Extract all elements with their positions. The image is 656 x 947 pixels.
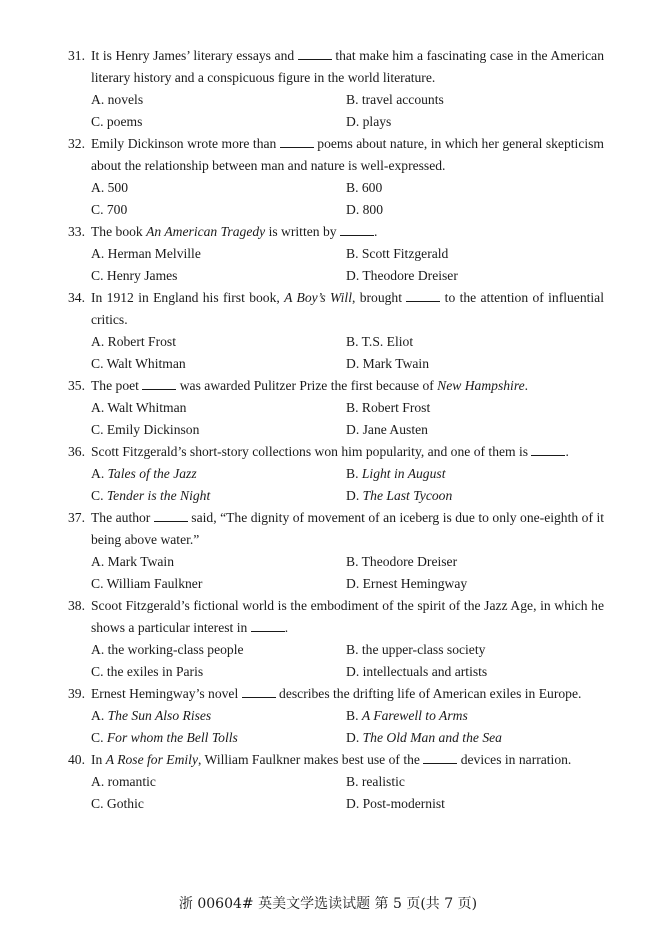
question-number: 37.: [68, 510, 85, 525]
option-text: Herman Melville: [107, 246, 201, 261]
option-text: Robert Frost: [361, 400, 431, 415]
options-grid: [68, 177, 604, 221]
question-number: 35.: [68, 378, 85, 393]
answer-blank: [280, 136, 314, 148]
option-text: Walt Whitman: [107, 400, 187, 415]
answer-blank: [423, 752, 457, 764]
option-text: The Sun Also Rises: [107, 708, 212, 723]
options-grid: [68, 771, 604, 815]
question: [68, 749, 604, 815]
option-text: T.S. Eliot: [361, 334, 414, 349]
page-footer: 浙 00604# 英美文学选读试题 第 5 页(共 7 页): [178, 896, 478, 912]
option-text: the exiles in Paris: [106, 664, 204, 679]
question: [68, 133, 604, 221]
question-number: 38.: [68, 598, 85, 613]
option-letter: A.: [91, 774, 108, 789]
option-a: [91, 89, 346, 111]
option-letter: C.: [91, 114, 107, 129]
answer-blank: [340, 224, 374, 236]
option-text: The Last Tycoon: [362, 488, 453, 503]
option-a: [91, 463, 346, 485]
option-c: [91, 485, 346, 507]
option-letter: A.: [91, 246, 108, 261]
question-stem: [68, 749, 604, 771]
option-letter: A.: [91, 554, 108, 569]
answer-blank: [142, 378, 176, 390]
question-stem: [68, 507, 604, 551]
option-text: A Farewell to Arms: [361, 708, 468, 723]
option-text: For whom the Bell Tolls: [106, 730, 238, 745]
option-letter: C.: [91, 356, 107, 371]
option-d: [346, 199, 604, 221]
option-letter: B.: [346, 774, 362, 789]
option-b: [346, 177, 604, 199]
option-text: Ernest Hemingway: [362, 576, 468, 591]
option-letter: C.: [91, 422, 107, 437]
option-text: 500: [107, 180, 129, 195]
options-grid: [68, 397, 604, 441]
option-letter: D.: [346, 114, 363, 129]
question-text: Ernest Hemingway’s novel describes the drifting life of American exiles in Europe.: [91, 686, 582, 701]
option-c: [91, 419, 346, 441]
question: [68, 221, 604, 287]
option-letter: D.: [346, 576, 363, 591]
option-d: [346, 485, 604, 507]
option-letter: B.: [346, 554, 362, 569]
question-stem: [68, 287, 604, 331]
option-letter: C.: [91, 664, 107, 679]
italic-title: An American Tragedy: [146, 224, 266, 239]
option-letter: A.: [91, 466, 108, 481]
question-stem: [68, 441, 604, 463]
question-number: 32.: [68, 136, 85, 151]
answer-blank: [242, 686, 276, 698]
option-letter: B.: [346, 92, 362, 107]
answer-blank: [154, 510, 188, 522]
option-d: [346, 727, 604, 749]
exam-page: [68, 45, 604, 815]
question-text: Emily Dickinson wrote more than poems about nature, in which her general skepticism about the relationship between man and nature is well-expressed.: [91, 136, 604, 173]
option-text: novels: [107, 92, 144, 107]
option-text: Henry James: [106, 268, 178, 283]
option-letter: D.: [346, 202, 363, 217]
option-a: [91, 177, 346, 199]
option-text: Scott Fitzgerald: [361, 246, 449, 261]
question: [68, 683, 604, 749]
option-letter: A.: [91, 180, 108, 195]
option-text: William Faulkner: [106, 576, 203, 591]
option-a: [91, 771, 346, 793]
option-b: [346, 705, 604, 727]
question-text: The book An American Tragedy is written by .: [91, 224, 378, 239]
question: [68, 441, 604, 507]
option-letter: B.: [346, 246, 362, 261]
option-letter: D.: [346, 664, 363, 679]
option-d: [346, 353, 604, 375]
options-grid: [68, 639, 604, 683]
question-text: Scott Fitzgerald’s short-story collections won him popularity, and one of them is .: [91, 444, 569, 459]
option-c: [91, 111, 346, 133]
option-a: [91, 639, 346, 661]
option-c: [91, 353, 346, 375]
option-b: [346, 551, 604, 573]
question-stem: [68, 133, 604, 177]
option-letter: A.: [91, 334, 108, 349]
option-text: realistic: [361, 774, 405, 789]
option-letter: A.: [91, 642, 108, 657]
option-b: [346, 463, 604, 485]
option-letter: D.: [346, 422, 363, 437]
question-text: The poet was awarded Pulitzer Prize the first because of New Hampshire.: [91, 378, 529, 393]
option-c: [91, 661, 346, 683]
option-a: [91, 331, 346, 353]
option-d: [346, 661, 604, 683]
option-b: [346, 771, 604, 793]
option-text: Light in August: [361, 466, 446, 481]
answer-blank: [298, 48, 332, 60]
option-text: intellectuals and artists: [362, 664, 488, 679]
question-number: 31.: [68, 48, 85, 63]
option-letter: B.: [346, 466, 362, 481]
question-number: 33.: [68, 224, 85, 239]
options-grid: [68, 463, 604, 507]
option-letter: C.: [91, 202, 107, 217]
option-letter: B.: [346, 180, 362, 195]
option-text: travel accounts: [361, 92, 444, 107]
options-grid: [68, 89, 604, 133]
answer-blank: [251, 620, 285, 632]
option-text: Robert Frost: [107, 334, 176, 349]
option-d: [346, 573, 604, 595]
option-letter: C.: [91, 268, 107, 283]
option-d: [346, 111, 604, 133]
option-c: [91, 199, 346, 221]
option-text: Jane Austen: [362, 422, 428, 437]
option-text: the upper-class society: [361, 642, 486, 657]
option-text: 700: [106, 202, 128, 217]
option-text: The Old Man and the Sea: [362, 730, 502, 745]
option-text: Theodore Dreiser: [361, 554, 458, 569]
option-letter: A.: [91, 708, 108, 723]
option-letter: C.: [91, 576, 107, 591]
option-text: the working-class people: [107, 642, 244, 657]
option-letter: C.: [91, 796, 107, 811]
question-number: 39.: [68, 686, 85, 701]
question-stem: [68, 221, 604, 243]
option-text: poems: [106, 114, 143, 129]
question-stem: [68, 45, 604, 89]
question-stem: [68, 595, 604, 639]
option-letter: B.: [346, 708, 362, 723]
option-letter: A.: [91, 92, 108, 107]
option-letter: D.: [346, 796, 363, 811]
question: [68, 595, 604, 683]
options-grid: [68, 705, 604, 749]
question-number: 34.: [68, 290, 85, 305]
options-grid: [68, 243, 604, 287]
option-d: [346, 419, 604, 441]
option-letter: C.: [91, 730, 107, 745]
italic-title: A Rose for Emily: [105, 752, 198, 767]
option-text: Emily Dickinson: [106, 422, 200, 437]
option-text: Gothic: [106, 796, 144, 811]
option-b: [346, 331, 604, 353]
option-letter: A.: [91, 400, 108, 415]
option-a: [91, 705, 346, 727]
question-stem: [68, 375, 604, 397]
question: [68, 287, 604, 375]
option-d: [346, 265, 604, 287]
option-letter: B.: [346, 334, 362, 349]
option-text: Mark Twain: [107, 554, 175, 569]
question: [68, 507, 604, 595]
question-text: The author said, “The dignity of movement of an iceberg is due to only one-eighth of it being above water.”: [91, 510, 605, 547]
italic-title: New Hampshire: [437, 378, 525, 393]
option-letter: C.: [91, 488, 107, 503]
option-letter: B.: [346, 642, 362, 657]
option-letter: D.: [346, 488, 363, 503]
italic-title: A Boy’s Will: [284, 290, 352, 305]
option-a: [91, 551, 346, 573]
options-grid: [68, 551, 604, 595]
option-text: Post-modernist: [362, 796, 445, 811]
option-text: romantic: [107, 774, 156, 789]
question-text: In A Rose for Emily, William Faulkner makes best use of the devices in narration.: [91, 752, 572, 767]
question-stem: [68, 683, 604, 705]
question-text: In 1912 in England his first book, A Boy’s Will, brought to the attention of influential critics.: [91, 290, 604, 327]
question-text: It is Henry James’ literary essays and that make him a fascinating case in the American literary history and a conspicuous figure in the world literature.: [91, 48, 605, 85]
question-number: 40.: [68, 752, 85, 767]
option-b: [346, 397, 604, 419]
question: [68, 45, 604, 133]
option-letter: D.: [346, 356, 363, 371]
option-text: 800: [362, 202, 384, 217]
options-grid: [68, 331, 604, 375]
option-d: [346, 793, 604, 815]
option-letter: D.: [346, 730, 363, 745]
option-a: [91, 397, 346, 419]
option-text: Walt Whitman: [106, 356, 186, 371]
answer-blank: [406, 290, 440, 302]
option-text: plays: [362, 114, 392, 129]
option-text: 600: [361, 180, 383, 195]
option-text: Mark Twain: [362, 356, 430, 371]
option-c: [91, 727, 346, 749]
option-a: [91, 243, 346, 265]
option-letter: D.: [346, 268, 363, 283]
question-number: 36.: [68, 444, 85, 459]
option-b: [346, 89, 604, 111]
answer-blank: [531, 444, 565, 456]
question: [68, 375, 604, 441]
option-b: [346, 243, 604, 265]
option-text: Tender is the Night: [106, 488, 211, 503]
option-text: Tales of the Jazz: [107, 466, 197, 481]
option-b: [346, 639, 604, 661]
option-letter: B.: [346, 400, 362, 415]
option-text: Theodore Dreiser: [362, 268, 458, 283]
option-c: [91, 573, 346, 595]
option-c: [91, 265, 346, 287]
question-text: Scoot Fitzgerald’s fictional world is the embodiment of the spirit of the Jazz Age, in which he shows a particular interest in .: [91, 598, 604, 635]
option-c: [91, 793, 346, 815]
